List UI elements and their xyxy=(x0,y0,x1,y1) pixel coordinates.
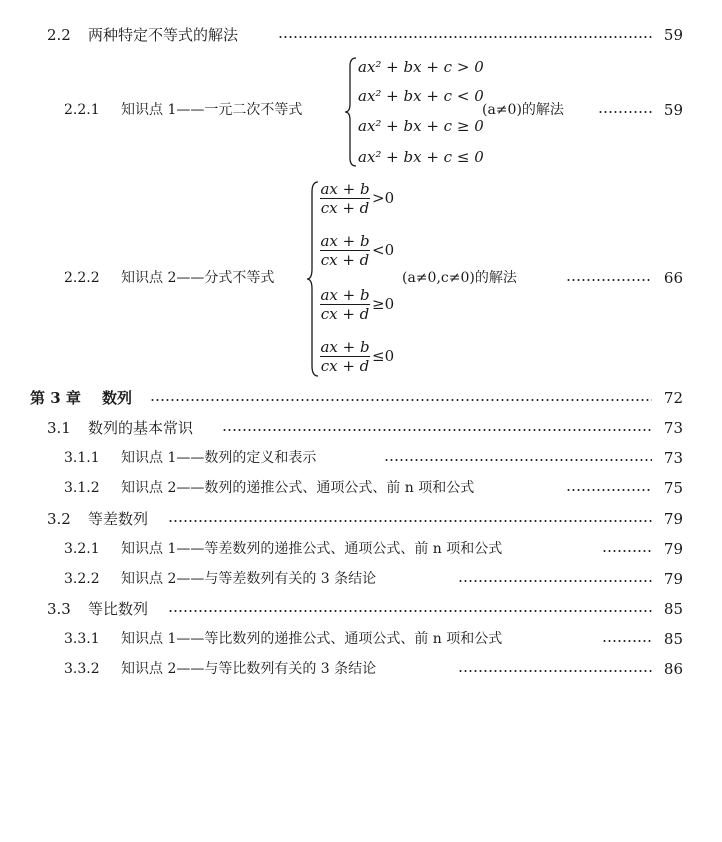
page-number: 73 xyxy=(663,449,683,467)
numerator: ax + b xyxy=(320,232,370,250)
leader-dots xyxy=(168,610,652,612)
section-title: 知识点 2——与等差数列有关的 3 条结论 xyxy=(121,571,377,587)
page-number: 66 xyxy=(663,269,683,287)
left-brace xyxy=(306,180,320,378)
section-number: 3.1 xyxy=(47,419,71,437)
section-title: 两种特定不等式的解法 xyxy=(88,26,239,44)
quadratic-inequality-1: ax² + bx + c > 0 xyxy=(358,58,484,76)
leader-dots xyxy=(602,550,652,552)
leader-dots xyxy=(384,459,652,461)
section-title: 知识点 1——等比数列的递推公式、通项公式、前 n 项和公式 xyxy=(121,631,503,647)
section-title: 数列的基本常识 xyxy=(88,419,194,437)
quadratic-inequality-3: ax² + bx + c ≥ 0 xyxy=(358,117,484,135)
left-brace xyxy=(344,56,358,168)
section-title: 知识点 2——与等比数列有关的 3 条结论 xyxy=(121,661,377,677)
section-title: 知识点 1——数列的定义和表示 xyxy=(121,450,317,466)
leader-dots xyxy=(168,520,652,522)
relation: >0 xyxy=(372,189,395,207)
page-number: 79 xyxy=(663,510,683,528)
section-number: 3.2.2 xyxy=(64,571,100,587)
page-number: 72 xyxy=(663,389,683,407)
chapter-number: 第 3 章 xyxy=(30,389,81,407)
page-number: 79 xyxy=(663,570,683,588)
condition-text: (a≠0,c≠0)的解法 xyxy=(402,270,517,286)
section-number: 3.3.1 xyxy=(64,631,100,647)
quadratic-inequality-4: ax² + bx + c ≤ 0 xyxy=(358,148,484,166)
quadratic-inequality-2: ax² + bx + c < 0 xyxy=(358,87,484,105)
fraction-inequality-2 xyxy=(320,232,395,269)
relation: ≥0 xyxy=(372,295,395,313)
numerator: ax + b xyxy=(320,338,370,356)
section-number: 3.3 xyxy=(47,600,71,618)
chapter-title: 数列 xyxy=(102,389,133,407)
section-number: 3.3.2 xyxy=(64,661,100,677)
denominator: cx + d xyxy=(320,199,370,217)
section-title: 知识点 1——等差数列的递推公式、通项公式、前 n 项和公式 xyxy=(121,541,503,557)
relation: <0 xyxy=(372,241,395,259)
page-number: 85 xyxy=(663,600,683,618)
numerator: ax + b xyxy=(320,180,370,198)
section-number: 3.1.1 xyxy=(64,450,100,466)
denominator: cx + d xyxy=(320,357,370,375)
section-number: 2.2.2 xyxy=(64,270,100,286)
condition-text: (a≠0)的解法 xyxy=(482,102,564,118)
page-number: 85 xyxy=(663,630,683,648)
leader-dots xyxy=(566,489,652,491)
section-title: 知识点 1——一元二次不等式 xyxy=(121,102,303,118)
section-number: 3.1.2 xyxy=(64,480,100,496)
denominator: cx + d xyxy=(320,305,370,323)
section-title: 知识点 2——分式不等式 xyxy=(121,270,275,286)
fraction-inequality-4 xyxy=(320,338,395,375)
leader-dots xyxy=(598,111,652,113)
section-number: 2.2.1 xyxy=(64,102,100,118)
fraction-inequality-1 xyxy=(320,180,395,217)
section-number: 3.2 xyxy=(47,510,71,528)
section-number: 2.2 xyxy=(47,26,71,44)
leader-dots xyxy=(458,670,652,672)
page-number: 75 xyxy=(663,479,683,497)
section-title: 知识点 2——数列的递推公式、通项公式、前 n 项和公式 xyxy=(121,480,475,496)
leader-dots xyxy=(222,429,652,431)
section-title: 等差数列 xyxy=(88,510,149,528)
fraction-inequality-3 xyxy=(320,286,395,323)
page-number: 86 xyxy=(663,660,683,678)
leader-dots xyxy=(150,399,652,401)
denominator: cx + d xyxy=(320,251,370,269)
relation: ≤0 xyxy=(372,347,395,365)
leader-dots xyxy=(602,640,652,642)
page-number: 59 xyxy=(663,101,683,119)
section-number: 3.2.1 xyxy=(64,541,100,557)
numerator: ax + b xyxy=(320,286,370,304)
leader-dots xyxy=(566,279,652,281)
page-number: 59 xyxy=(663,26,683,44)
page-number: 79 xyxy=(663,540,683,558)
section-title: 等比数列 xyxy=(88,600,149,618)
leader-dots xyxy=(278,36,652,38)
page-number: 73 xyxy=(663,419,683,437)
leader-dots xyxy=(458,580,652,582)
